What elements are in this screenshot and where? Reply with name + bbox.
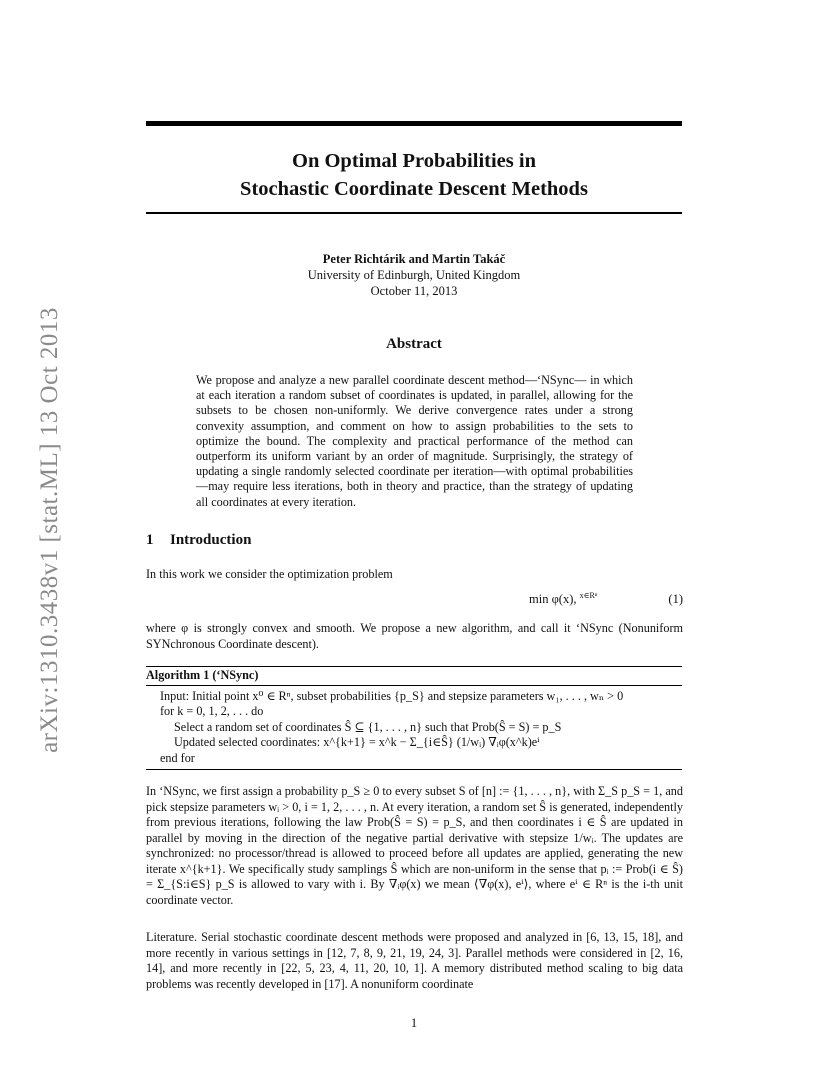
- section-title: Introduction: [170, 532, 252, 548]
- paper-date: October 11, 2013: [370, 284, 458, 298]
- paper-title: [146, 147, 682, 203]
- literature-paragraph: Literature. Serial stochastic coordinate descent methods were proposed and analyzed in [6, 13, 15, 18], and more recently in various settings in [12, 7, 8, 9, 21, 19, 24, 3]. Parallel methods were considered in [2, 16, 14], and more recently in [22, 5, 23, 4, 11, 20, 10, 1]. A memory distributed method scaling to big data problems was recently developed in [17]. A nonuniform coordinate: [146, 930, 683, 991]
- algorithm-body: [146, 686, 682, 767]
- equation-expression: min φ(x),: [529, 592, 577, 606]
- nsync-paragraph: In ‘NSync, we first assign a probability p_S ≥ 0 to every subset S of [n] := {1, . . . , n}, with Σ_S p_S = 1, and pick stepsize parameters wᵢ > 0, i = 1, 2, . . . , n. At every iteration, a random set Ŝ is generated, independently from previous iterations, following the law Prob(Ŝ = S) = p_S, and then coordinates i ∈ Ŝ are updated in parallel by moving in the direction of the negative partial derivative with stepsize 1/wᵢ. The updates are synchronized: no processor/thread is allowed to proceed before all updates are applied, generating the new iterate x^{k+1}. We specifically study samplings Ŝ which are non-uniform in the sense that pᵢ := Prob(i ∈ Ŝ) = Σ_{S:i∈S} p_S is allowed to vary with i. By ∇ᵢφ(x) we mean ⟨∇φ(x), eⁱ⟩, where eⁱ ∈ Rⁿ is the i-th unit coordinate vector.: [146, 784, 683, 907]
- algorithm-step-select: Select a random set of coordinates Ŝ ⊆ {1, . . . , n} such that Prob(Ŝ = S) = p_S: [174, 719, 562, 734]
- title-line-2: Stochastic Coordinate Descent Methods: [240, 178, 588, 200]
- equation-subscript: x∈Rⁿ: [579, 591, 598, 600]
- equation-expression-group: [529, 592, 603, 607]
- title-top-rule: [146, 121, 682, 126]
- algorithm-loop: for k = 0, 1, 2, . . . do: [160, 704, 264, 718]
- arxiv-identifier-text: arXiv:1310.3438v1 [stat.ML] 13 Oct 2013: [36, 307, 63, 753]
- author-block: [146, 251, 682, 299]
- section-heading: [146, 532, 251, 549]
- title-bottom-rule: [146, 212, 682, 214]
- equation-subscript-wrap: [580, 592, 598, 600]
- where-paragraph: where φ is strongly convex and smooth. We propose a new algorithm, and call it ‘NSync (Nonuniform SYNchronous Coordinate descent).: [146, 621, 683, 651]
- page-number: 1: [410, 1016, 418, 1030]
- title-line-1: On Optimal Probabilities in: [292, 150, 536, 172]
- abstract-text: We propose and analyze a new parallel coordinate descent method—‘NSync— in which at each iteration a random subset of coordinates is updated, in parallel, allowing for the subsets to be chosen non-uniformly. We derive convergence rates under a strong convexity assumption, and comment on how to assign probabilities to the sets to optimize the bound. The complexity and practical performance of the method can outperform its uniform variant by an order of magnitude. Surprisingly, the strategy of updating a single randomly selected coordinate per iteration—with optimal probabilities—may require less iterations, both in theory and practice, than the strategy of updating all coordinates at every iteration.: [196, 373, 633, 509]
- algorithm-box: [146, 666, 682, 770]
- algorithm-input: Input: Initial point x⁰ ∈ Rⁿ, subset probabilities {p_S} and stepsize parameters w₁, . . . , wₙ > 0: [160, 688, 624, 703]
- abstract-heading: Abstract: [386, 336, 442, 352]
- algorithm-bottom-rule: [146, 769, 682, 770]
- algorithm-step-update: Updated selected coordinates: x^{k+1} = x^k − Σ_{i∈Ŝ} (1/wᵢ) ∇ᵢφ(x^k)eⁱ: [174, 735, 540, 749]
- equation-1: [146, 590, 683, 614]
- author-names: Peter Richtárik and Martin Takáč: [322, 252, 506, 266]
- section-number: 1: [146, 532, 154, 548]
- affiliation: University of Edinburgh, United Kingdom: [307, 268, 521, 282]
- intro-paragraph: In this work we consider the optimization problem: [146, 567, 393, 581]
- algorithm-caption: Algorithm 1 (‘NSync): [146, 668, 259, 682]
- equation-number: (1): [668, 592, 683, 606]
- algorithm-end: end for: [160, 750, 195, 765]
